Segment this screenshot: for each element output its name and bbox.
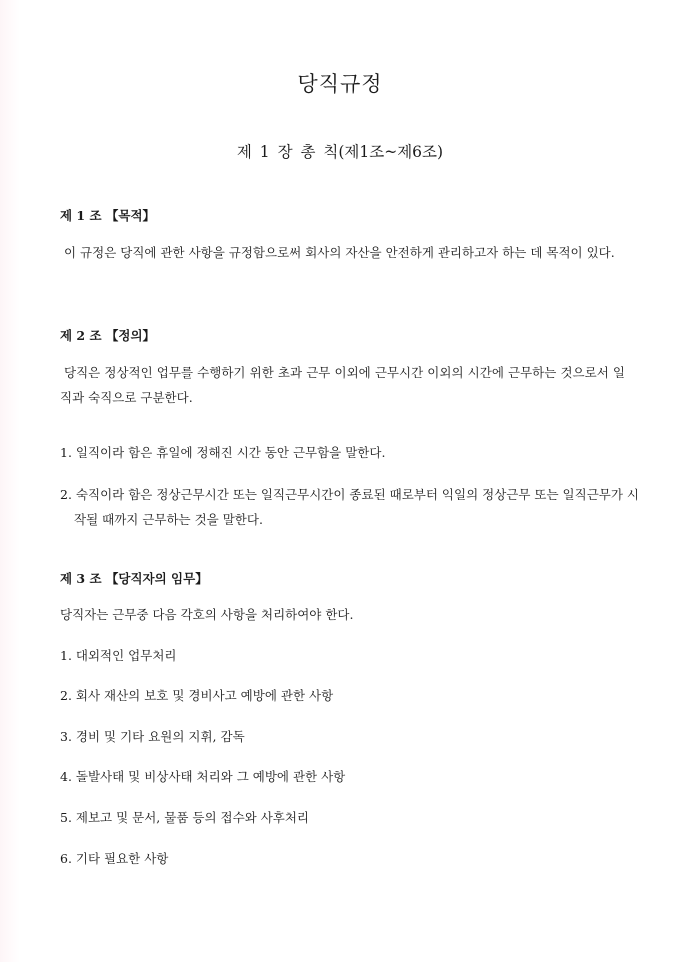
article-3-item-5: 5. 제보고 및 문서, 물품 등의 접수와 사후처리 (60, 810, 309, 825)
article-3-item-4: 4. 돌발사태 및 비상사태 처리와 그 예방에 관한 사항 (60, 769, 346, 784)
article-3-intro: 당직자는 근무중 다음 각호의 사항을 처리하여야 한다. (60, 607, 354, 622)
article-1-body: 이 규정은 당직에 관한 사항을 규정함으로써 회사의 자산을 안전하게 관리하고자 하는 데 목적이 있다. (64, 245, 615, 260)
chapter-heading: 제 1 장 총 칙(제1조~제6조) (236, 143, 444, 161)
article-3-heading: 제 3 조 【당직자의 임무】 (60, 571, 208, 586)
article-3-item-3: 3. 경비 및 기타 요원의 지휘, 감독 (60, 729, 245, 744)
article-3-item-2: 2. 회사 재산의 보호 및 경비사고 예방에 관한 사항 (60, 688, 334, 703)
article-2-item-1: 1. 일직이라 함은 휴일에 정해진 시간 동안 근무함을 말한다. (60, 445, 386, 460)
article-3-item-1: 1. 대외적인 업무처리 (60, 648, 177, 663)
article-3-item-6: 6. 기타 필요한 사항 (60, 851, 169, 866)
article-1-heading: 제 1 조 【목적】 (60, 208, 156, 223)
article-2-body: 당직은 정상적인 업무를 수행하기 위한 초과 근무 이외에 근무시간 이외의 시간에 근무하는 것으로서 일직과 숙직으로 구분한다. (60, 365, 625, 405)
document-title: 당직규정 (297, 72, 383, 96)
article-2-heading: 제 2 조 【정의】 (60, 328, 156, 343)
article-2-item-2: 2. 숙직이라 함은 정상근무시간 또는 일직근무시간이 종료된 때로부터 익일의 정상근무 또는 일직근무가 시작될 때까지 근무하는 것을 말한다. (60, 487, 639, 527)
